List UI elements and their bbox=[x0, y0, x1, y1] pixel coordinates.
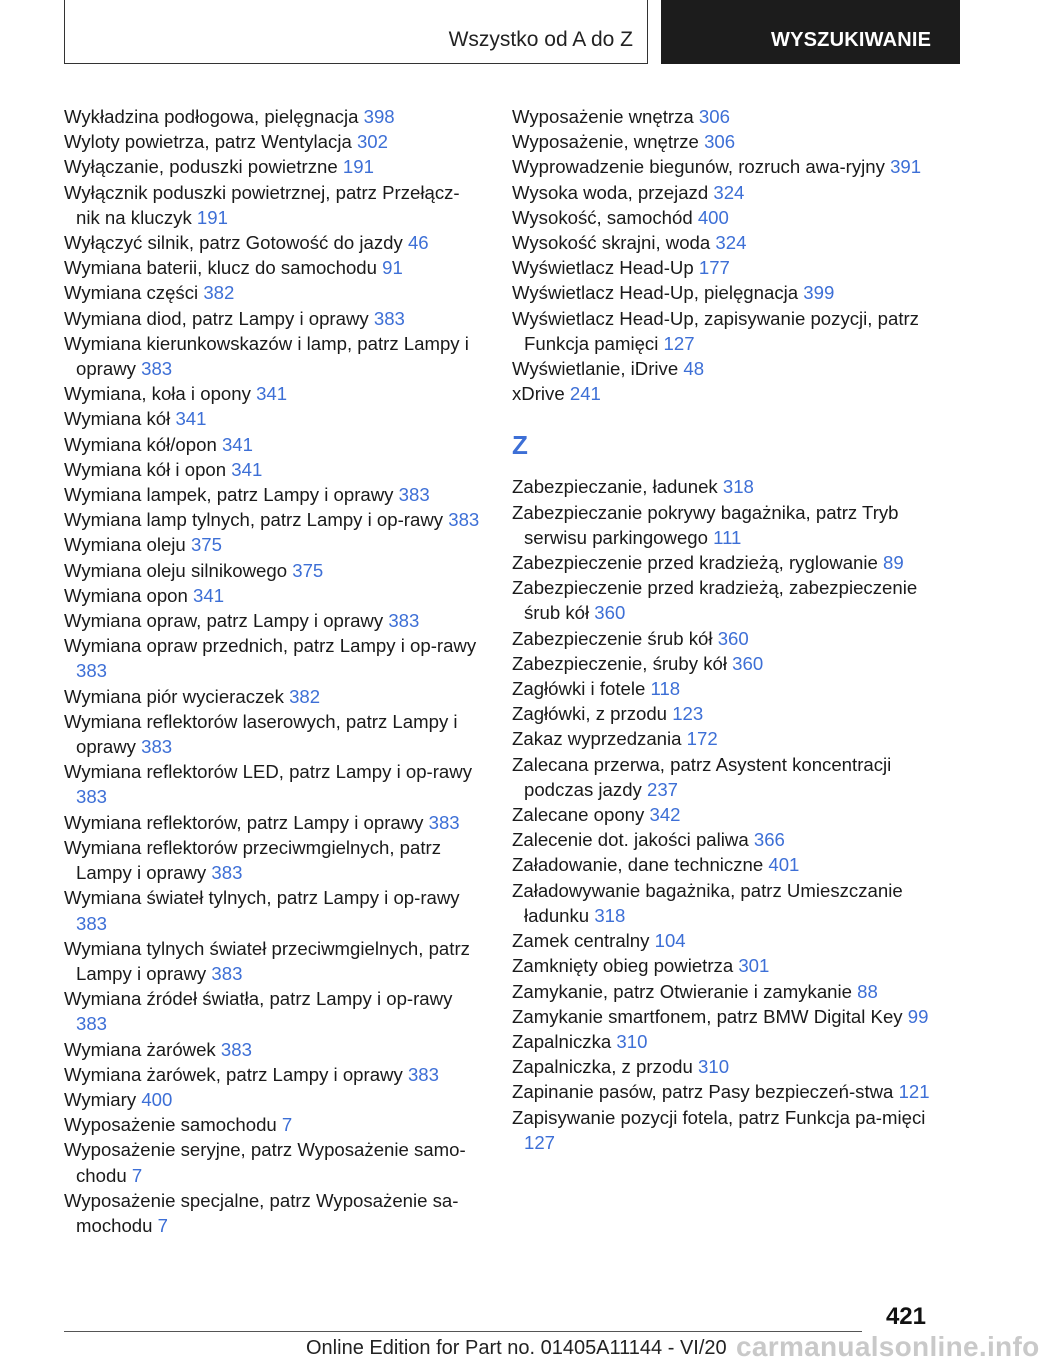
page-reference-link[interactable]: 99 bbox=[907, 1005, 929, 1027]
index-entry-text: Zabezpieczenie przed kradzieżą, zabezpieczenie śrub kół bbox=[512, 577, 918, 624]
index-entry-text: Wymiana lampek, patrz Lampy i oprawy bbox=[64, 484, 394, 506]
page-reference-link[interactable]: 301 bbox=[738, 955, 770, 977]
page-reference-link[interactable]: 382 bbox=[203, 282, 235, 304]
index-entry-text: Zamykanie, patrz Otwieranie i zamykanie bbox=[512, 980, 852, 1002]
page-reference-link[interactable]: 401 bbox=[768, 854, 800, 876]
page-reference-link[interactable]: 383 bbox=[76, 912, 108, 934]
page-reference-link[interactable]: 91 bbox=[382, 257, 403, 279]
index-entry-text: Wymiana oleju bbox=[64, 534, 186, 556]
index-entry bbox=[64, 986, 482, 1036]
page-reference-link[interactable]: 400 bbox=[697, 206, 729, 228]
index-entry bbox=[512, 726, 932, 751]
index-entry bbox=[512, 878, 932, 928]
index-entry-text: Wysokość skrajni, woda bbox=[512, 232, 711, 254]
page-reference-link[interactable]: 324 bbox=[713, 181, 745, 203]
index-entry bbox=[512, 280, 932, 305]
index-entry bbox=[64, 1188, 482, 1238]
page-reference-link[interactable]: 383 bbox=[398, 484, 430, 506]
index-entry bbox=[512, 255, 932, 280]
page-reference-link[interactable]: 127 bbox=[524, 1131, 556, 1153]
index-entry-text: Zagłówki i fotele bbox=[512, 678, 646, 700]
index-entry bbox=[64, 306, 482, 331]
index-entry-text: Zakaz wyprzedzania bbox=[512, 728, 682, 750]
index-entry bbox=[512, 474, 932, 499]
index-entry-text: Zabezpieczenie przed kradzieżą, ryglowanie bbox=[512, 552, 878, 574]
index-entry bbox=[64, 104, 482, 129]
page-reference-link[interactable]: 177 bbox=[698, 257, 730, 279]
index-entry-text: Zalecenie dot. jakości paliwa bbox=[512, 829, 749, 851]
index-entry-text: Wymiana kół/opon bbox=[64, 433, 217, 455]
page-reference-link[interactable]: 383 bbox=[141, 358, 173, 380]
page-reference-link[interactable]: 121 bbox=[898, 1081, 930, 1103]
page-reference-link[interactable]: 383 bbox=[76, 660, 108, 682]
index-entry bbox=[512, 676, 932, 701]
page-reference-link[interactable]: 324 bbox=[715, 232, 747, 254]
page-reference-link[interactable]: 383 bbox=[141, 736, 173, 758]
index-entry-text: Wymiana diod, patrz Lampy i oprawy bbox=[64, 307, 369, 329]
page-reference-link[interactable]: 241 bbox=[569, 383, 601, 405]
index-entry bbox=[512, 626, 932, 651]
index-entry bbox=[64, 810, 482, 835]
index-entry-text: Zamek centralny bbox=[512, 930, 650, 952]
page-reference-link[interactable]: 366 bbox=[753, 829, 785, 851]
section-letter-heading: Z bbox=[512, 430, 528, 461]
index-entry bbox=[512, 953, 932, 978]
index-entry bbox=[64, 936, 482, 986]
index-entry-text: Wymiana oleju silnikowego bbox=[64, 559, 288, 581]
page-reference-link[interactable]: 341 bbox=[256, 383, 288, 405]
index-entry-text: Wyłączyć silnik, patrz Gotowość do jazdy bbox=[64, 232, 403, 254]
index-entry bbox=[64, 558, 482, 583]
index-entry bbox=[512, 802, 932, 827]
index-entry-text: Zapalniczka bbox=[512, 1030, 612, 1052]
index-entry-text: Wyposażenie wnętrza bbox=[512, 106, 694, 127]
index-entry-text: Wyświetlacz Head-Up, pielęgnacja bbox=[512, 282, 799, 304]
page-reference-link[interactable]: 360 bbox=[717, 627, 749, 649]
index-entry bbox=[512, 500, 932, 550]
page-reference-link[interactable]: 383 bbox=[211, 962, 243, 984]
index-entry-text: Wymiana kół i opon bbox=[64, 458, 227, 480]
index-entry bbox=[64, 432, 482, 457]
index-entry bbox=[64, 885, 482, 935]
index-entry bbox=[512, 1079, 932, 1104]
index-entry-text: Wymiana reflektorów LED, patrz Lampy i op‐rawy bbox=[64, 761, 473, 783]
index-entry-text: Zabezpieczanie, ładunek bbox=[512, 476, 718, 498]
index-group-z bbox=[512, 474, 932, 1154]
page-reference-link[interactable]: 104 bbox=[654, 930, 686, 952]
index-entry-text: Zapinanie pasów, patrz Pasy bezpieczeń‐stwa bbox=[512, 1081, 894, 1103]
page-reference-link[interactable]: 341 bbox=[193, 584, 225, 606]
page-reference-link[interactable]: 360 bbox=[594, 602, 626, 624]
page-reference-link[interactable]: 341 bbox=[231, 458, 263, 480]
page-reference-link[interactable]: 383 bbox=[373, 307, 405, 329]
index-entry bbox=[512, 701, 932, 726]
page-reference-link[interactable]: 7 bbox=[131, 1164, 143, 1186]
index-entry-text: Wymiana źródeł światła, patrz Lampy i op‐rawy bbox=[64, 988, 453, 1010]
page-reference-link[interactable]: 399 bbox=[803, 282, 835, 304]
index-entry bbox=[64, 583, 482, 608]
index-entry-text: Wymiana reflektorów laserowych, patrz Lampy i oprawy bbox=[64, 710, 458, 758]
index-entry bbox=[64, 406, 482, 431]
index-entry bbox=[64, 230, 482, 255]
index-entry bbox=[512, 129, 932, 154]
page-reference-link[interactable]: 306 bbox=[698, 106, 730, 127]
index-entry-text: Wymiana opon bbox=[64, 584, 188, 606]
index-entry bbox=[512, 979, 932, 1004]
index-entry-text: Załadowanie, dane techniczne bbox=[512, 854, 764, 876]
page-reference-link[interactable]: 48 bbox=[683, 358, 705, 380]
index-entry bbox=[64, 1062, 482, 1087]
index-entry bbox=[64, 709, 482, 759]
index-entry-text: Zabezpieczenie śrub kół bbox=[512, 627, 713, 649]
index-entry-text: Wysokość, samochód bbox=[512, 206, 693, 228]
index-entry-text: Wyłączanie, poduszki powietrzne bbox=[64, 156, 338, 178]
index-entry-text: xDrive bbox=[512, 383, 565, 405]
index-entry bbox=[512, 550, 932, 575]
index-entry-text: Zalecana przerwa, patrz Asystent koncentracji podczas jazdy bbox=[512, 753, 892, 800]
index-entry-text: Zapisywanie pozycji fotela, patrz Funkcja pa‐mięci bbox=[512, 1106, 926, 1128]
index-entry bbox=[512, 356, 932, 381]
page-reference-link[interactable]: 123 bbox=[672, 703, 704, 725]
section-title: Wszystko od A do Z bbox=[448, 28, 633, 51]
index-entry bbox=[64, 280, 482, 305]
page-reference-link[interactable]: 310 bbox=[616, 1030, 648, 1052]
page-reference-link[interactable]: 375 bbox=[190, 534, 222, 556]
index-entry-text: Zalecane opony bbox=[512, 804, 645, 826]
index-entry-text: Wyświetlanie, iDrive bbox=[512, 358, 679, 380]
page-reference-link[interactable]: 383 bbox=[76, 786, 108, 808]
index-entry-text: Wymiana kierunkowskazów i lamp, patrz Lampy i oprawy bbox=[64, 332, 469, 380]
index-entry-text: Wymiana reflektorów przeciwmgielnych, patrz Lampy i oprawy bbox=[64, 836, 441, 884]
index-entry-text: Wyposażenie specjalne, patrz Wyposażenie sa‐mochodu bbox=[64, 1189, 459, 1236]
index-entry-text: Wyloty powietrza, patrz Wentylacja bbox=[64, 131, 352, 153]
index-entry-text: Zamykanie smartfonem, patrz BMW Digital Key bbox=[512, 1005, 903, 1027]
page-reference-link[interactable]: 383 bbox=[388, 610, 420, 632]
page-reference-link[interactable]: 341 bbox=[221, 433, 253, 455]
page-reference-link[interactable]: 383 bbox=[211, 862, 243, 884]
index-entry-text: Wymiana żarówek, patrz Lampy i oprawy bbox=[64, 1063, 403, 1085]
index-entry-text: Wyposażenie, wnętrze bbox=[512, 131, 699, 153]
index-entry bbox=[64, 129, 482, 154]
index-entry bbox=[64, 331, 482, 381]
page-reference-link[interactable]: 318 bbox=[594, 904, 626, 926]
page-reference-link[interactable]: 118 bbox=[650, 678, 681, 700]
index-entry-text: Wyświetlacz Head-Up, zapisywanie pozycji, patrz Funkcja pamięci bbox=[512, 307, 919, 354]
index-entry-text: Wymiana piór wycieraczek bbox=[64, 685, 284, 707]
page-reference-link[interactable]: 310 bbox=[698, 1056, 730, 1078]
index-entry bbox=[512, 154, 932, 179]
index-entry-text: Wymiana części bbox=[64, 282, 199, 304]
index-entry bbox=[64, 759, 482, 809]
watermark-logo: carmanualsonline.info bbox=[736, 1331, 1039, 1362]
index-entry bbox=[512, 1029, 932, 1054]
index-entry bbox=[512, 230, 932, 255]
page-reference-link[interactable]: 342 bbox=[649, 804, 681, 826]
page-reference-link[interactable]: 383 bbox=[76, 1013, 108, 1035]
page-reference-link[interactable]: 7 bbox=[157, 1214, 169, 1236]
index-entry-text: Wymiana baterii, klucz do samochodu bbox=[64, 257, 377, 279]
page-reference-link[interactable]: 302 bbox=[356, 131, 388, 153]
page-reference-link[interactable]: 383 bbox=[448, 509, 480, 531]
index-column-right bbox=[512, 104, 932, 1155]
index-entry-text: Wymiary bbox=[64, 1088, 137, 1110]
index-entry bbox=[64, 532, 482, 557]
index-entry-text: Zagłówki, z przodu bbox=[512, 703, 668, 725]
index-entry-text: Wyposażenie samochodu bbox=[64, 1114, 277, 1136]
index-entry bbox=[512, 306, 932, 356]
page-reference-link[interactable]: 172 bbox=[686, 728, 718, 750]
page-reference-link[interactable]: 89 bbox=[883, 552, 904, 574]
footer-edition-text: Online Edition for Part no. 01405A11144 - VI/20 bbox=[306, 1337, 727, 1359]
page-reference-link[interactable]: 318 bbox=[722, 476, 754, 498]
page-reference-link[interactable]: 383 bbox=[407, 1063, 439, 1085]
index-entry bbox=[512, 1054, 932, 1079]
index-entry-text: Wykładzina podłogowa, pielęgnacja bbox=[64, 106, 359, 127]
index-entry-text: Zabezpieczenie, śruby kół bbox=[512, 652, 727, 674]
index-entry-text: Wyprowadzenie biegunów, rozruch awa‐ryjny bbox=[512, 156, 885, 178]
index-entry-text: Wymiana, koła i opony bbox=[64, 383, 251, 405]
page-reference-link[interactable]: 46 bbox=[407, 232, 429, 254]
header-section-box bbox=[64, 0, 648, 64]
index-entry bbox=[512, 852, 932, 877]
index-entry bbox=[64, 684, 482, 709]
page-reference-link[interactable]: 360 bbox=[732, 652, 764, 674]
index-entry bbox=[512, 827, 932, 852]
page-number: 421 bbox=[885, 1303, 926, 1330]
index-entry-text: Wyłącznik poduszki powietrznej, patrz Przełącz‐nik na kluczyk bbox=[64, 181, 460, 228]
index-entry-text: Wymiana tylnych świateł przeciwmgielnych, patrz Lampy i oprawy bbox=[64, 937, 470, 984]
index-entry-text: Wymiana opraw przednich, patrz Lampy i op‐rawy bbox=[64, 635, 477, 657]
index-entry bbox=[512, 575, 932, 625]
search-tab-label: WYSZUKIWANIE bbox=[771, 29, 932, 51]
search-tab[interactable] bbox=[661, 0, 960, 64]
index-entry bbox=[64, 1087, 482, 1112]
index-entry bbox=[512, 104, 932, 129]
index-entry bbox=[512, 205, 932, 230]
index-entry bbox=[64, 835, 482, 885]
index-entry bbox=[512, 1105, 932, 1155]
index-entry bbox=[64, 633, 482, 683]
index-entry-text: Wymiana opraw, patrz Lampy i oprawy bbox=[64, 610, 384, 632]
page-reference-link[interactable]: 341 bbox=[175, 408, 207, 430]
index-entry-text: Wymiana żarówek bbox=[64, 1038, 216, 1060]
page-reference-link[interactable]: 191 bbox=[342, 156, 374, 178]
index-entry-text: Załadowywanie bagażnika, patrz Umieszczanie ładunku bbox=[512, 879, 903, 926]
index-column-left bbox=[64, 104, 482, 1238]
page-reference-link[interactable]: 127 bbox=[663, 332, 695, 354]
index-entry bbox=[64, 154, 482, 179]
page-reference-link[interactable]: 111 bbox=[713, 526, 742, 548]
page-reference-link[interactable]: 306 bbox=[704, 131, 736, 153]
index-entry-text: Wymiana lamp tylnych, patrz Lampy i op‐rawy bbox=[64, 509, 444, 531]
index-entry bbox=[64, 507, 482, 532]
page-reference-link[interactable]: 383 bbox=[428, 811, 460, 833]
index-entry-text: Zamknięty obieg powietrza bbox=[512, 955, 734, 977]
index-entry-text: Wysoka woda, przejazd bbox=[512, 181, 709, 203]
index-entry-text: Wymiana kół bbox=[64, 408, 171, 430]
page-reference-link[interactable]: 383 bbox=[220, 1038, 252, 1060]
index-entry-text: Zabezpieczanie pokrywy bagażnika, patrz Tryb serwisu parkingowego bbox=[512, 501, 899, 548]
index-group-w bbox=[512, 104, 932, 406]
page-reference-link[interactable]: 375 bbox=[292, 559, 324, 581]
index-entry bbox=[512, 752, 932, 802]
index-entry bbox=[64, 381, 482, 406]
page-reference-link[interactable]: 391 bbox=[890, 156, 922, 178]
page-reference-link[interactable]: 7 bbox=[281, 1114, 293, 1136]
index-entry bbox=[512, 180, 932, 205]
index-entry bbox=[64, 180, 482, 230]
page-reference-link[interactable]: 88 bbox=[857, 980, 878, 1002]
index-entry bbox=[64, 1137, 482, 1187]
index-entry-text: Wyświetlacz Head-Up bbox=[512, 257, 694, 279]
index-entry-text: Wymiana świateł tylnych, patrz Lampy i op‐rawy bbox=[64, 887, 460, 909]
index-entry bbox=[512, 928, 932, 953]
page-reference-link[interactable]: 237 bbox=[647, 778, 679, 800]
index-entry bbox=[512, 381, 932, 406]
index-entry bbox=[64, 608, 482, 633]
index-entry bbox=[64, 482, 482, 507]
index-entry bbox=[64, 457, 482, 482]
index-entry bbox=[512, 1004, 932, 1029]
index-entry bbox=[64, 1112, 482, 1137]
page-reference-link[interactable]: 398 bbox=[363, 106, 395, 127]
index-entry-text: Wyposażenie seryjne, patrz Wyposażenie samo‐chodu bbox=[64, 1139, 466, 1186]
index-entry-text: Zapalniczka, z przodu bbox=[512, 1056, 693, 1078]
page-reference-link[interactable]: 382 bbox=[289, 685, 321, 707]
index-entry bbox=[64, 255, 482, 280]
page-reference-link[interactable]: 191 bbox=[196, 206, 228, 228]
index-entry bbox=[512, 651, 932, 676]
index-entry bbox=[64, 1037, 482, 1062]
page-reference-link[interactable]: 400 bbox=[141, 1088, 173, 1110]
index-entry-text: Wymiana reflektorów, patrz Lampy i oprawy bbox=[64, 811, 424, 833]
